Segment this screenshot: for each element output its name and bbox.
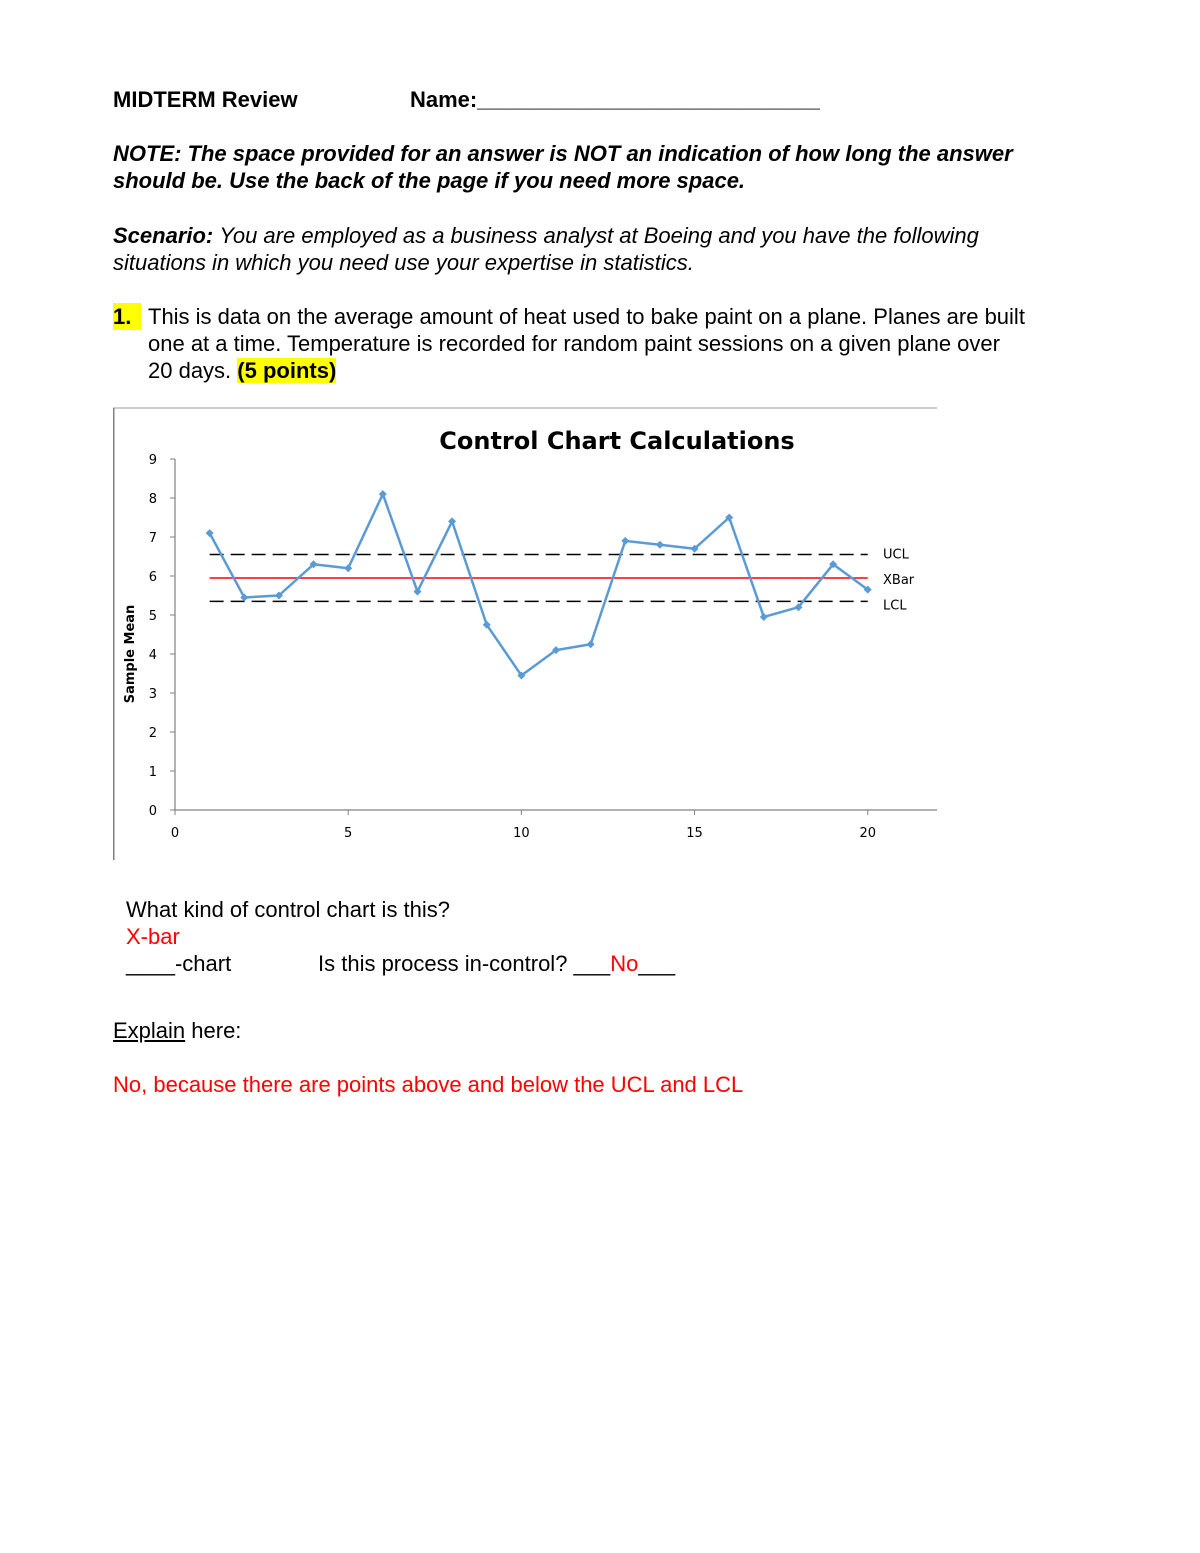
data-point bbox=[656, 541, 664, 549]
data-point bbox=[587, 640, 595, 648]
data-point bbox=[413, 588, 421, 596]
control-chart-svg bbox=[113, 408, 937, 860]
name-field bbox=[410, 86, 820, 113]
y-tick-label: 3 bbox=[148, 687, 157, 702]
x-tick-label: 15 bbox=[686, 826, 703, 841]
chart-type-question: What kind of control chart is this? bbox=[126, 897, 451, 922]
chart-title: Control Chart Calculations bbox=[439, 427, 795, 455]
legend-lcl: LCL bbox=[883, 598, 907, 614]
y-tick-label: 9 bbox=[148, 453, 157, 468]
x-tick-label: 0 bbox=[170, 826, 180, 841]
data-point bbox=[760, 613, 768, 621]
explanation-answer: No, because there are points above and below the UCL and LCL bbox=[113, 1072, 744, 1097]
question-line-2: one at a time. Temperature is recorded for random paint sessions on a given plane over bbox=[148, 331, 1000, 356]
worksheet-title: MIDTERM Review bbox=[113, 87, 298, 112]
scenario-line-2: situations in which you need use your expertise in statistics. bbox=[113, 250, 694, 275]
y-tick-label: 8 bbox=[148, 492, 157, 507]
note-line-1: NOTE: The space provided for an answer is NOT an indication of how long the answer bbox=[113, 141, 1013, 166]
scenario-line-1 bbox=[113, 222, 979, 249]
scenario-label: Scenario: bbox=[113, 223, 214, 248]
question-line-1: This is data on the average amount of heat used to bake paint on a plane. Planes are built bbox=[148, 304, 1025, 329]
data-point bbox=[448, 517, 456, 525]
question-line-3-text: 20 days. bbox=[148, 358, 238, 383]
reference-lines bbox=[210, 548, 915, 614]
y-tick-label: 7 bbox=[148, 531, 157, 546]
question-line-3 bbox=[148, 357, 336, 384]
chart-type-answer: X-bar bbox=[126, 924, 180, 949]
name-blank: ____________________________ bbox=[477, 87, 820, 112]
in-control-trail: ___ bbox=[638, 951, 676, 976]
note-line-2: should be. Use the back of the page if you need more space. bbox=[113, 168, 746, 193]
control-chart bbox=[113, 408, 937, 860]
chart-type-blank: ____-chart bbox=[126, 951, 232, 976]
y-tick-label: 1 bbox=[148, 765, 157, 780]
y-tick-label: 0 bbox=[148, 804, 157, 819]
y-tick-label: 2 bbox=[148, 726, 157, 741]
x-tick-label: 5 bbox=[344, 826, 353, 841]
x-tick-label: 10 bbox=[513, 826, 530, 841]
data-point bbox=[344, 564, 352, 572]
y-tick-label: 4 bbox=[148, 648, 157, 663]
question-number: 1. bbox=[113, 303, 141, 330]
y-tick-label: 6 bbox=[148, 570, 157, 585]
data-point bbox=[621, 537, 629, 545]
explain-label: Explain bbox=[113, 1018, 186, 1043]
in-control-question bbox=[318, 950, 675, 977]
data-series bbox=[206, 490, 872, 679]
y-tick-label: 5 bbox=[148, 609, 157, 624]
scenario-text-1: You are employed as a business analyst at Boeing and you have the following bbox=[219, 223, 979, 248]
explain-prompt bbox=[113, 1017, 241, 1044]
axes bbox=[149, 453, 937, 841]
legend-xbar: XBar bbox=[883, 572, 915, 588]
in-control-prompt: Is this process in-control? ___ bbox=[318, 951, 611, 976]
y-axis-label: Sample Mean bbox=[123, 604, 138, 704]
x-tick-label: 20 bbox=[859, 826, 877, 841]
explain-rest: here: bbox=[185, 1018, 242, 1043]
legend-ucl: UCL bbox=[883, 547, 909, 563]
series-line bbox=[210, 494, 868, 675]
in-control-answer: No bbox=[610, 951, 639, 976]
name-label: Name: bbox=[410, 87, 478, 112]
points-badge: (5 points) bbox=[237, 358, 337, 383]
data-point bbox=[379, 490, 387, 498]
